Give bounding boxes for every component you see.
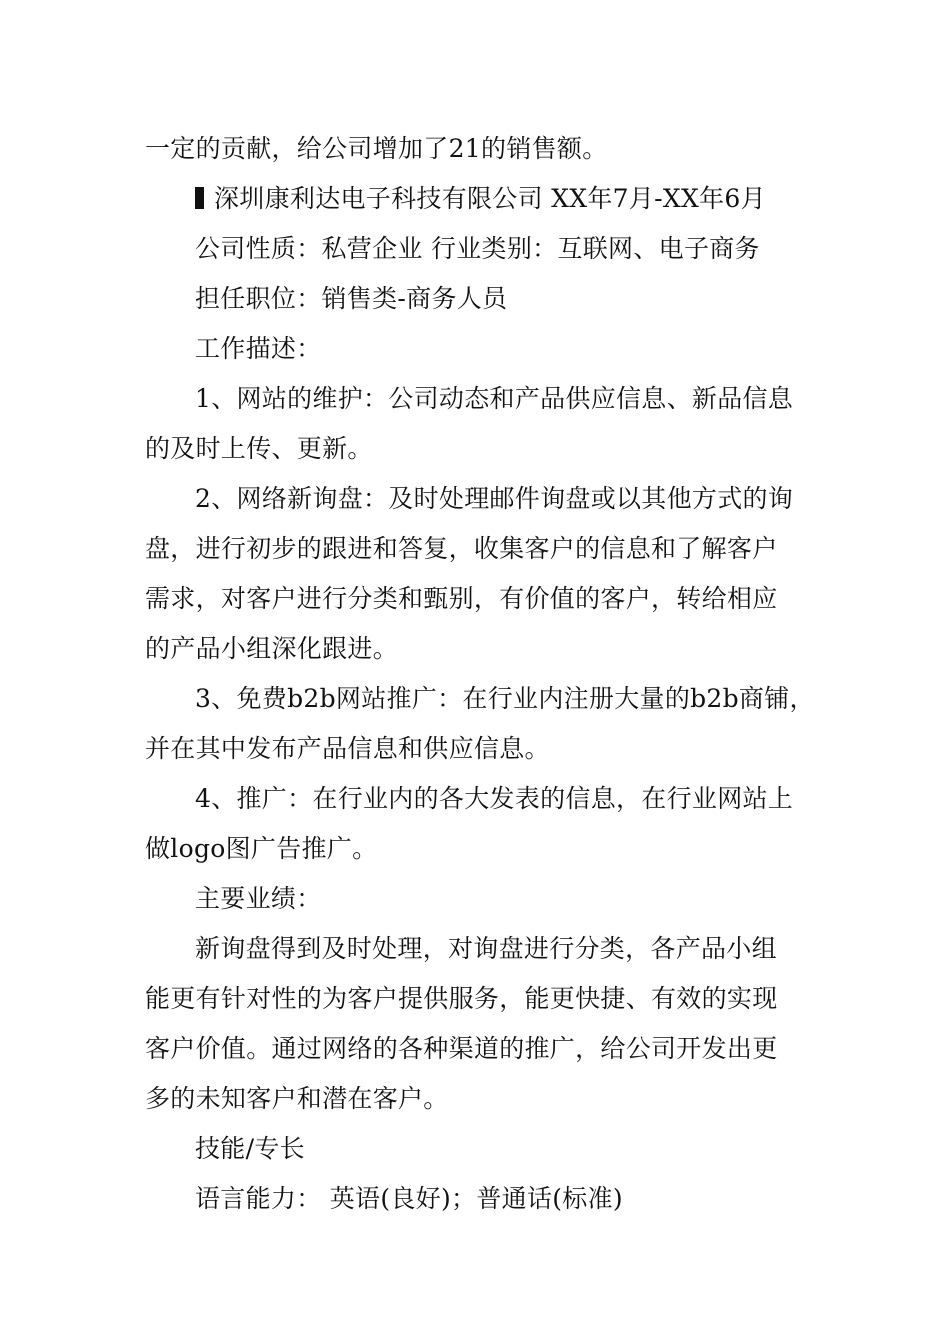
item-2-line-3: 需求，对客户进行分类和甄别，有价值的客户，转给相应 [145,584,778,613]
company-heading [195,183,835,215]
work-description-heading: 工作描述： [195,334,322,363]
achievements-heading: 主要业绩： [195,884,322,913]
achievements-line-4: 多的未知客户和潜在客户。 [145,1084,449,1113]
skills-heading: 技能/专长 [195,1134,305,1163]
item-1-line-1: 1、网站的维护：公司动态和产品供应信息、新品信息 [195,384,794,413]
language-ability-line: 语言能力： 英语(良好)；普通话(标准) [195,1184,623,1213]
text-line-1: 一定的贡献，给公司增加了21的销售额。 [145,134,608,163]
position-line: 担任职位：销售类-商务人员 [195,284,508,313]
item-4-line-2: 做logo图广告推广。 [145,834,378,863]
company-heading-text: 深圳康利达电子科技有限公司 XX年7月-XX年6月 [214,184,766,213]
achievements-line-1: 新询盘得到及时处理，对询盘进行分类，各产品小组 [195,934,777,963]
item-2-line-1: 2、网络新询盘：及时处理邮件询盘或以其他方式的询 [195,484,794,513]
item-3-line-2: 并在其中发布产品信息和供应信息。 [145,734,550,763]
company-nature-line: 公司性质：私营企业 行业类别：互联网、电子商务 [195,234,760,263]
item-3-line-1: 3、免费b2b网站推广：在行业内注册大量的b2b商铺， [195,684,815,713]
item-2-line-4: 的产品小组深化跟进。 [145,634,399,663]
item-1-line-2: 的及时上传、更新。 [145,434,373,463]
achievements-line-2: 能更有针对性的为客户提供服务，能更快捷、有效的实现 [145,984,778,1013]
bullet-icon [195,187,204,209]
achievements-line-3: 客户价值。通过网络的各种渠道的推广，给公司开发出更 [145,1034,778,1063]
item-4-line-1: 4、推广：在行业内的各大发表的信息，在行业网站上 [195,784,794,813]
item-2-line-2: 盘，进行初步的跟进和答复，收集客户的信息和了解客户 [145,534,778,563]
